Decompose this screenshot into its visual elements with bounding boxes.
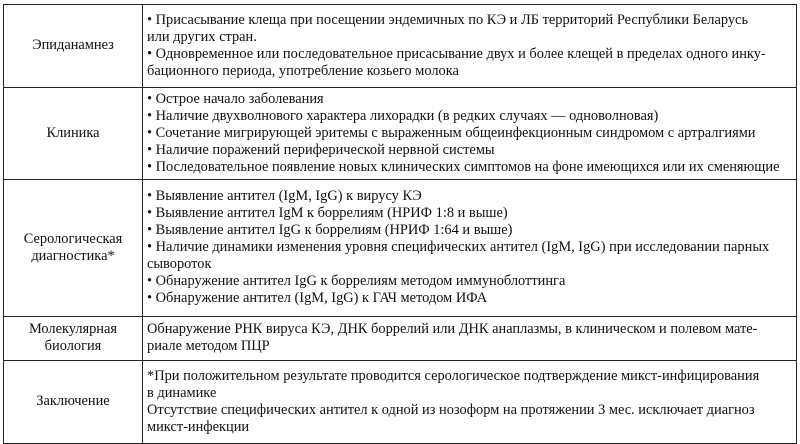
text-line: *При положительном результате проводится серологическое подтверждение микст-инфицирования <box>147 367 760 384</box>
table-row-conclusion <box>4 361 797 444</box>
row-content-clinic <box>143 88 797 180</box>
list-item: • Выявление антител (IgM, IgG) к вирусу КЭ <box>147 188 792 205</box>
list-item: • Одновременное или последовательное присасывание двух и более клещей в пределах одного инку- <box>147 46 792 63</box>
diagnostic-criteria-table <box>3 4 797 444</box>
list-item: • Наличие динамики изменения уровня специфических антител (IgM, IgG) при исследовании парных <box>147 239 792 256</box>
list-item: • Наличие поражений периферической нервной системы <box>147 142 792 159</box>
row-label-conclusion: Заключение <box>4 361 143 444</box>
list-item: • Обнаружение антител IgG к боррелиям методом иммуноблоттинга <box>147 273 792 290</box>
text-line: в динамике <box>147 384 217 401</box>
text-line: микст-инфекции <box>147 418 250 435</box>
criteria-document <box>3 4 797 435</box>
text-line: Отсутствие специфических антител к одной из нозоформ на протяжении 3 мес. исключает диагноз <box>147 401 755 418</box>
row-content-conclusion <box>143 361 797 444</box>
list-item: • Сочетание мигрирующей эритемы с выраженным общеинфекционным синдромом с артралгиями <box>147 125 792 142</box>
list-item: • Острое начало заболевания <box>147 91 792 108</box>
list-item: • Последовательное появление новых клинических симптомов на фоне имеющихся или их сменяющие <box>147 159 792 176</box>
table-row-molecular <box>4 317 797 361</box>
list-item-continuation: или других стран. <box>147 28 257 45</box>
list-item: • Наличие двухволнового характера лихорадки (в редких случаях — одноволновая) <box>147 108 792 125</box>
row-label-epidemiology: Эпиданамнез <box>4 5 143 88</box>
table-row-epidemiology <box>4 5 797 88</box>
row-content-epidemiology <box>143 5 797 88</box>
list-item: • Выявление антител IgG к боррелиям (НРИФ 1:64 и выше) <box>147 222 792 239</box>
list-item-continuation: бационного периода, употребление козьего молока <box>147 62 459 79</box>
list-item: • Присасывание клеща при посещении эндемичных по КЭ и ЛБ территорий Республики Беларусь <box>147 12 792 29</box>
list-item-continuation: сывороток <box>147 256 212 272</box>
table-row-serology <box>4 180 797 317</box>
row-label-clinic: Клиника <box>4 88 143 180</box>
list-item: • Выявление антител IgM к боррелиям (НРИФ 1:8 и выше) <box>147 205 792 222</box>
table-row-clinic <box>4 88 797 180</box>
text-line: риале методом ПЦР <box>147 338 270 354</box>
row-content-serology <box>143 180 797 317</box>
text-line: Обнаружение РНК вируса КЭ, ДНК боррелий или ДНК анаплазмы, в клиническом и полевом мате- <box>147 321 758 337</box>
list-item: • Обнаружение антител (IgM, IgG) к ГАЧ методом ИФА <box>147 290 792 307</box>
row-content-molecular <box>143 317 797 361</box>
row-label-molecular: Молекулярная биология <box>4 317 143 361</box>
row-label-serology: Серологическая диагностика* <box>4 180 143 317</box>
